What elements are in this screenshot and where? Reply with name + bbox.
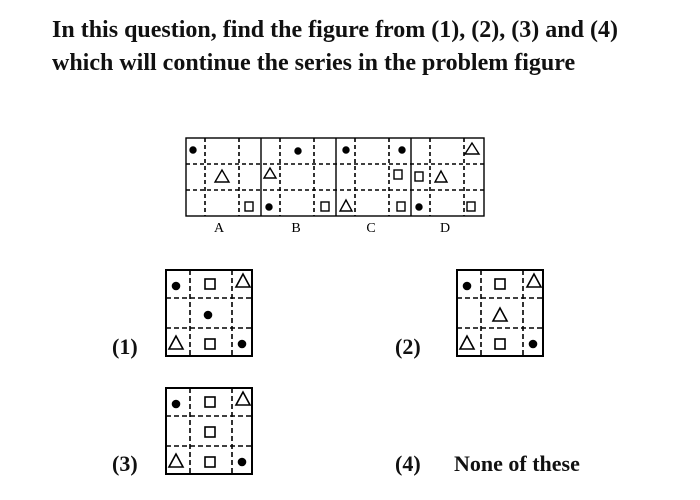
grid-dashes xyxy=(186,138,484,216)
square-symbol xyxy=(495,279,505,289)
square-symbol xyxy=(397,202,405,211)
triangle-symbol xyxy=(169,336,183,349)
box-label-b: B xyxy=(291,221,301,236)
option-3-label[interactable]: (3) xyxy=(112,451,138,476)
square-symbol xyxy=(245,202,253,211)
triangle-symbol xyxy=(435,171,447,182)
square-symbol xyxy=(205,397,215,407)
triangle-symbol xyxy=(527,274,541,287)
dot-symbol xyxy=(239,341,246,348)
triangle-symbol xyxy=(460,336,474,349)
dot-symbol xyxy=(530,341,537,348)
triangle-symbol xyxy=(340,200,352,211)
question-text: In this question, find the figure from (1), (2), (3) and (4) which will continue the series in the problem figure xyxy=(52,17,618,76)
dot-symbol xyxy=(173,283,180,290)
option-4-text[interactable]: None of these xyxy=(454,451,580,476)
dot-symbol xyxy=(266,204,272,210)
problem-figure xyxy=(186,138,484,216)
square-symbol xyxy=(205,279,215,289)
box-label-d: D xyxy=(439,221,451,236)
triangle-symbol xyxy=(264,168,276,178)
dot-symbol xyxy=(343,147,349,153)
option-2-label[interactable]: (2) xyxy=(395,334,421,359)
option-1-figure xyxy=(166,270,252,356)
square-symbol xyxy=(394,170,402,179)
triangle-symbol xyxy=(236,274,250,287)
option-1-label[interactable]: (1) xyxy=(112,334,138,359)
dot-symbol xyxy=(295,148,301,154)
box-label-c: C xyxy=(366,221,376,236)
dot-symbol xyxy=(205,312,212,319)
dot-symbol xyxy=(416,204,422,210)
square-symbol xyxy=(205,427,215,437)
square-symbol xyxy=(415,172,423,181)
triangle-symbol xyxy=(236,392,250,405)
problem-figure-frame xyxy=(186,138,484,216)
square-symbol xyxy=(205,457,215,467)
option-3-figure xyxy=(166,388,252,474)
dot-symbol xyxy=(239,459,246,466)
dot-symbol xyxy=(399,147,405,153)
square-symbol xyxy=(321,202,329,211)
square-symbol xyxy=(205,339,215,349)
triangle-symbol xyxy=(215,170,229,182)
option-4-label[interactable]: (4) xyxy=(395,451,421,476)
dot-symbol xyxy=(173,401,180,408)
triangle-symbol xyxy=(169,454,183,467)
dot-symbol xyxy=(464,283,471,290)
triangle-symbol xyxy=(493,308,507,321)
square-symbol xyxy=(495,339,505,349)
square-symbol xyxy=(467,202,475,211)
option-2-figure xyxy=(457,270,543,356)
dot-symbol xyxy=(190,147,196,153)
box-label-a: A xyxy=(213,221,225,236)
triangle-symbol xyxy=(465,143,479,154)
